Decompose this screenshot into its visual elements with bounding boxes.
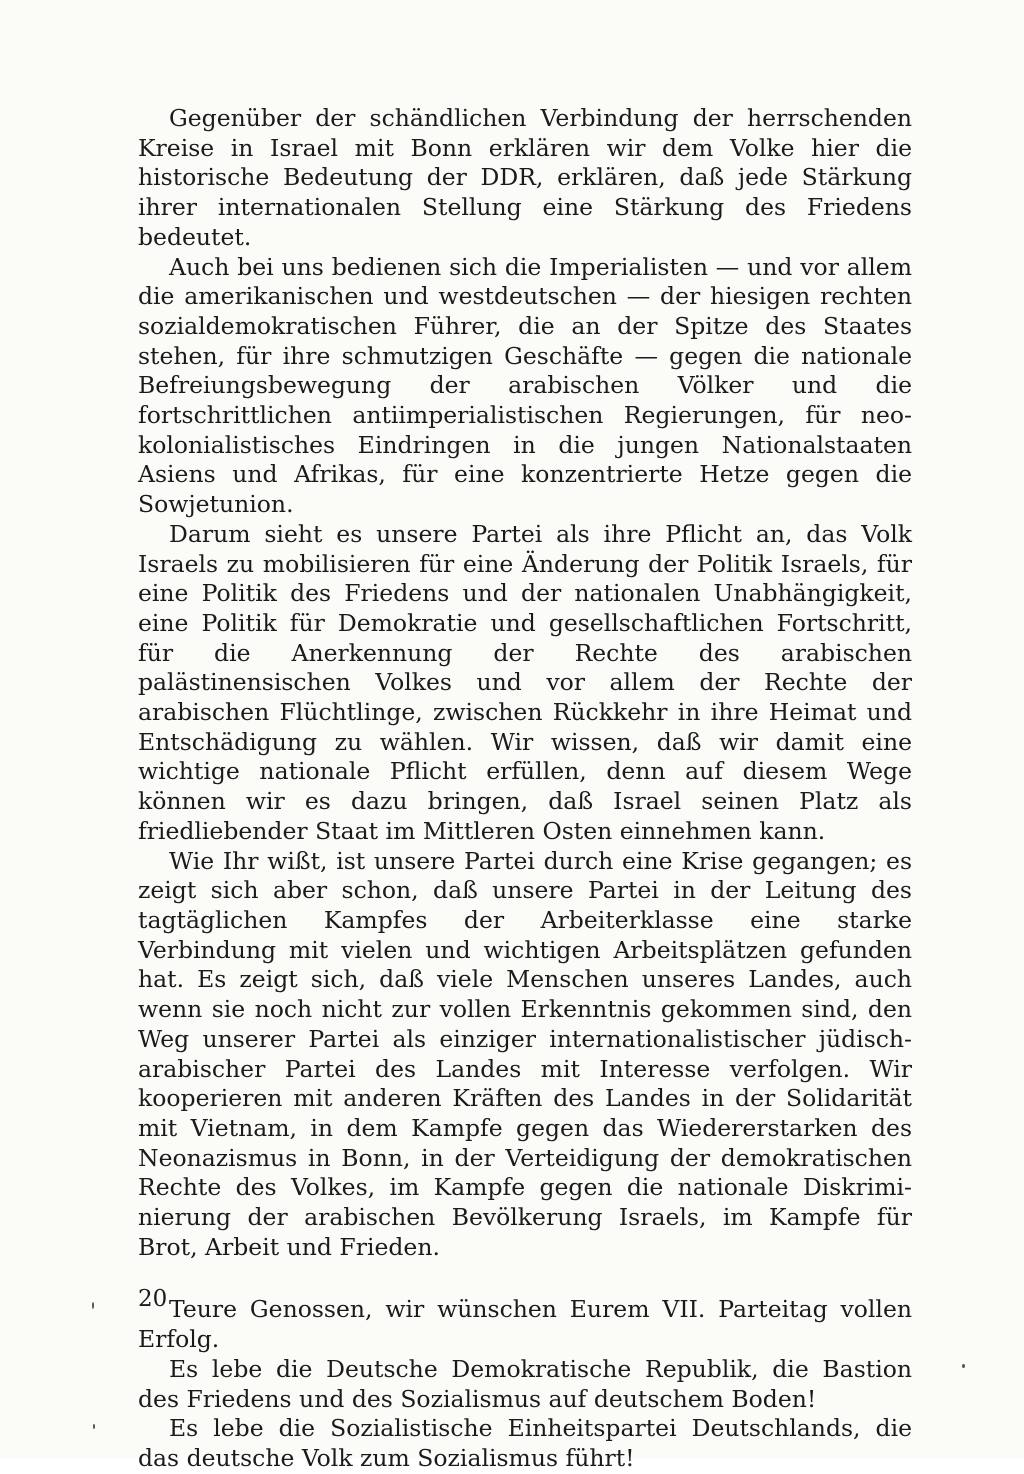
- scan-speck: [92, 1302, 94, 1309]
- paragraph-ddr-significance: Gegenüber der schändlichen Verbindung der herrschenden Kreise in Israel mit Bonn erklären wir dem Volke hier die historische Bedeutung der DDR, erklären, daß jede Stärkung ihrer internationalen Stellung eine Stärkung des Friedens bedeutet.: [138, 104, 912, 251]
- page-number: 20: [138, 1286, 168, 1312]
- scan-speck: [93, 1424, 95, 1429]
- paragraph-party-crisis: Wie Ihr wißt, ist unsere Partei durch eine Krise gegangen; es zeigt sich aber schon, daß unsere Partei in der Leitung des tagtäglichen Kampfes der Arbeiterklasse eine starke Verbindung mit vielen und wichtigen Arbeitsplätzen gefunden hat. Es zeigt sich, daß viele Menschen unseres Landes, auch wenn sie noch nicht zur vollen Erkenntnis gekommen sind, den Weg unserer Partei als einziger internationalistischer jüdisch-arabischer Partei des Landes mit Interesse verfolgen. Wir kooperieren mit anderen Kräften des Landes in der Solidarität mit Vietnam, in dem Kampfe gegen das Wiedererstarken des Neonazismus in Bonn, in der Verteidigung der demokratischen Rechte des Volkes, im Kampfe gegen die nationale Diskriminierung der arabischen Bevölkerung Israels, im Kampfe für Brot, Arbeit und Frieden.: [138, 846, 912, 1261]
- section-gap: [138, 1262, 912, 1295]
- paragraph-long-live-sed: Es lebe die Sozialistische Einheitspartei Deutschlands, die das deutsche Volk zum Sozialismus führt!: [138, 1414, 912, 1472]
- body-text: [138, 104, 912, 1474]
- paragraph-party-duty: Darum sieht es unsere Partei als ihre Pflicht an, das Volk Israels zu mobilisieren für eine Änderung der Politik Israels, für eine Politik des Friedens und der nationalen Unabhängigkeit, eine Politik für Demokratie und gesellschaftlichen Fortschritt, für die Anerkennung der Rechte des arabischen palästinensischen Volkes und vor allem der Rechte der arabischen Flüchtlinge, zwischen Rückkehr in ihre Heimat und Entschädigung zu wählen. Wir wissen, daß wir damit eine wichtige nationale Pflicht erfüllen, denn auf diesem Wege können wir es dazu bringen, daß Israel seinen Platz als friedliebender Staat im Mittleren Osten einnehmen kann.: [138, 519, 912, 845]
- paragraph-greeting: Teure Genossen, wir wünschen Eurem VII. Parteitag vollen Erfolg.: [138, 1295, 912, 1354]
- scan-speck: [962, 1364, 965, 1368]
- paragraph-long-live-ddr: Es lebe die Deutsche Demokratische Republik, die Bastion des Friedens und des Sozialismus auf deutschem Boden!: [138, 1354, 912, 1413]
- paragraph-imperialists: Auch bei uns bedienen sich die Imperialisten — und vor allem die amerikanischen und westdeutschen — der hiesigen rechten sozialdemokratischen Führer, die an der Spitze des Staates stehen, für ihre schmutzigen Geschäfte — gegen die nationale Befreiungsbewegung der arabischen Völker und die fortschrittlichen antiimperialistischen Regierungen, für neokolonialistisches Eindringen in die jungen Nationalstaaten Asiens und Afrikas, für eine konzentrierte Hetze gegen die Sowjetunion.: [138, 252, 912, 519]
